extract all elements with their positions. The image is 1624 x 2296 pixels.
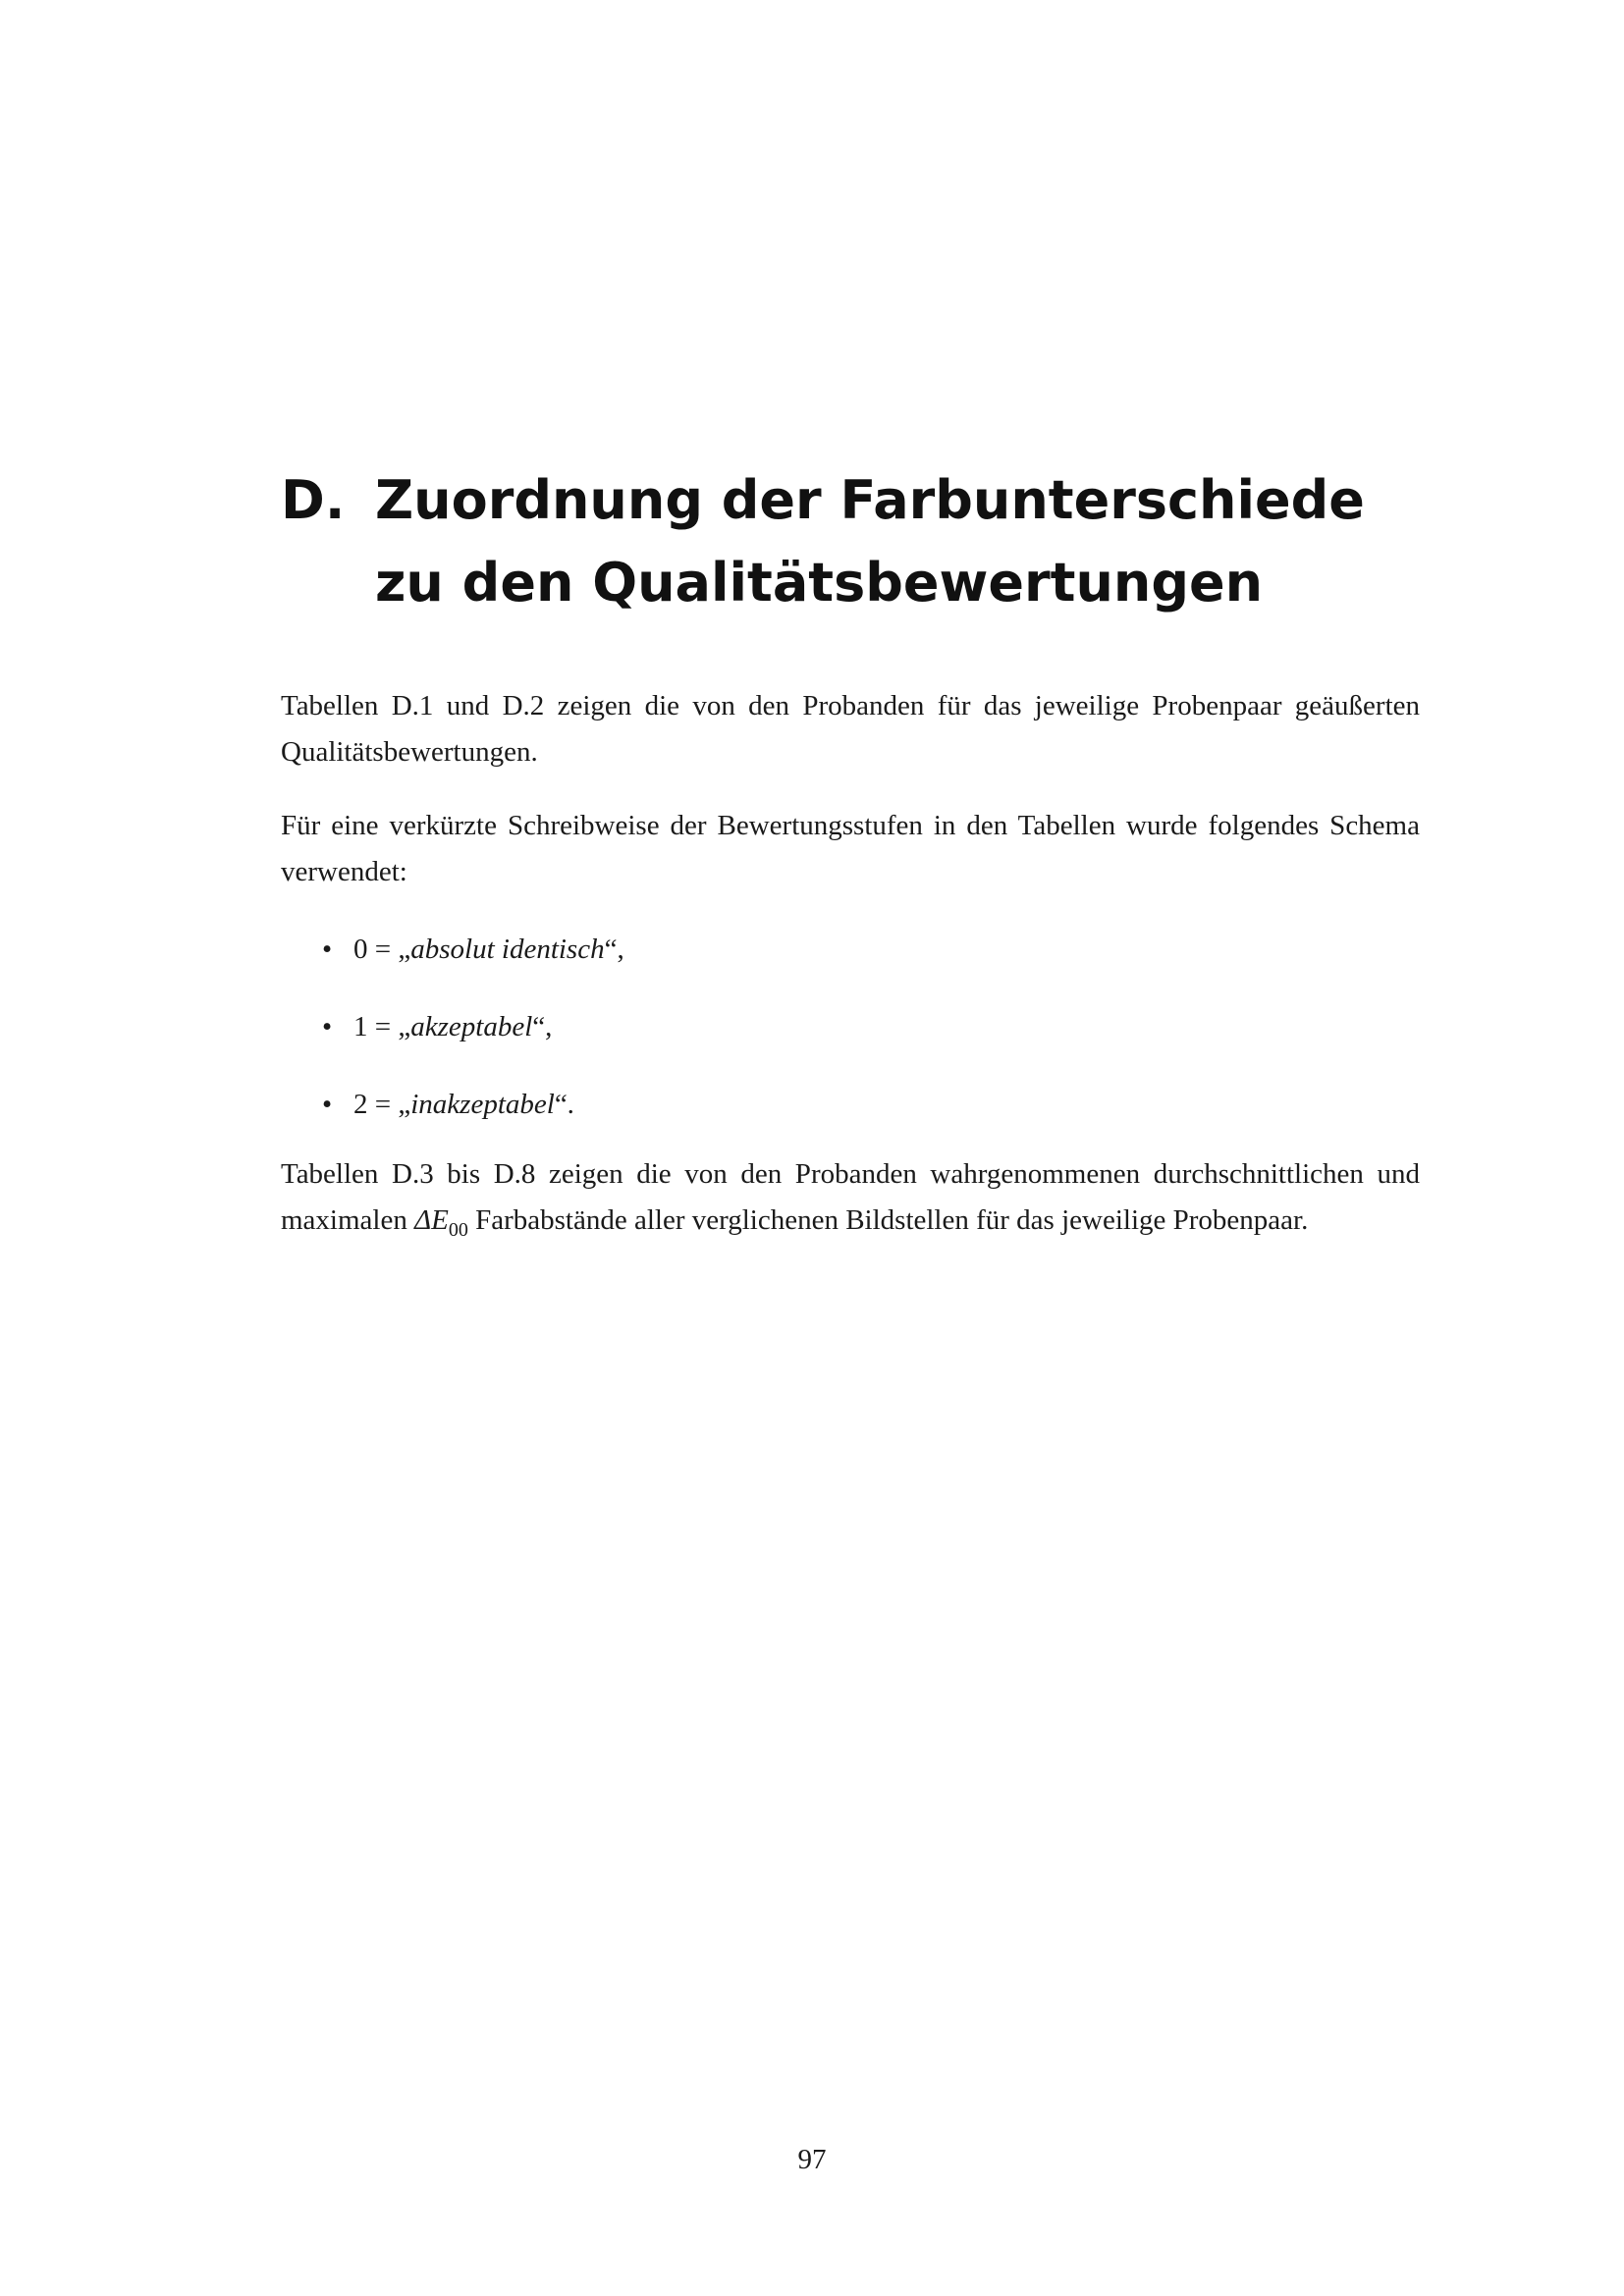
list-item [281, 1004, 1420, 1082]
delta-e-subscript: 00 [448, 1218, 468, 1241]
chapter-number: D. [281, 469, 346, 532]
bullet-icon: • [322, 1011, 333, 1042]
close-quote: “. [554, 1089, 574, 1120]
close-quote: “, [604, 934, 624, 965]
tables-text-after: Farbabstände aller verglichenen Bildstellen für das jeweilige Probenpaar. [475, 1204, 1309, 1236]
page-number: 97 [797, 2144, 827, 2175]
rating-key: 1 = [353, 1011, 392, 1042]
list-item [281, 927, 1420, 1004]
open-quote: „ [398, 1011, 411, 1042]
intro-paragraph: Tabellen D.1 und D.2 zeigen die von den Probanden für das jeweilige Probenpaar geäußerten Qualitätsbewertungen. [281, 690, 1420, 768]
rating-key: 2 = [353, 1089, 392, 1120]
rating-value: absolut identisch [410, 934, 605, 965]
rating-value: akzeptabel [410, 1011, 533, 1042]
tables-paragraph [281, 1151, 1420, 1254]
rating-key: 0 = [353, 934, 392, 965]
bullet-icon: • [322, 1089, 333, 1120]
chapter-title: Zuordnung der Farbunterschiede zu den Qualitätsbewertungen [375, 469, 1365, 614]
bullet-icon: • [322, 934, 333, 965]
delta-e-letter: ΔE [414, 1204, 449, 1236]
list-item [281, 1082, 1420, 1159]
rating-scale-list [281, 927, 1420, 1159]
delta-e-symbol [414, 1204, 468, 1241]
schema-paragraph: Für eine verkürzte Schreibweise der Bewertungsstufen in den Tabellen wurde folgendes Schema verwendet: [281, 810, 1420, 887]
chapter-heading [281, 459, 1420, 624]
close-quote: “, [532, 1011, 553, 1042]
rating-value: inakzeptabel [410, 1089, 555, 1120]
open-quote: „ [398, 934, 411, 965]
tables-text-before: Tabellen D.3 bis D.8 zeigen die von den Probanden wahrgenommenen durchschnittlichen und maximalen [281, 1158, 1420, 1236]
open-quote: „ [398, 1089, 411, 1120]
